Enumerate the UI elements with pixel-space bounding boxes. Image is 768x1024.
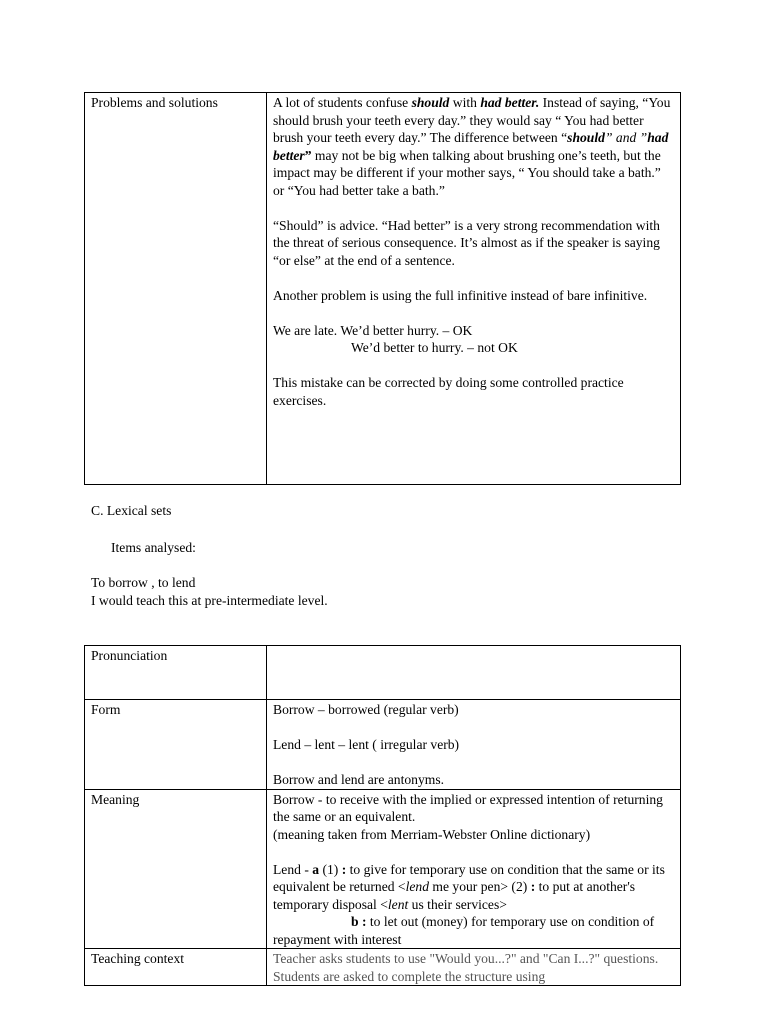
meaning-row: [85, 789, 681, 949]
form-line-2: Lend – lent – lent ( irregular verb): [273, 737, 460, 752]
text-run: to put at another's temporary disposal <: [273, 879, 636, 912]
text-run: Instead of saying, “You should brush your teeth every day.” they would say “ You had better brush your teeth every day.” The difference between “: [273, 95, 671, 145]
form-line-1: Borrow – borrowed (regular verb): [273, 702, 459, 717]
text-run: ”: [304, 147, 312, 163]
items-analysed-label: Items analysed:: [111, 540, 196, 555]
form-row: [85, 700, 681, 790]
colon-marker: :: [530, 879, 536, 894]
pronunciation-content-cell: [267, 646, 681, 700]
problems-label-cell: [85, 93, 267, 485]
meaning-label: Meaning: [91, 791, 140, 807]
emphasis-should: should: [411, 95, 450, 110]
text-run: ” and ”: [604, 130, 648, 145]
problems-paragraph-3: Another problem is using the full infinitive instead of bare infinitive.: [273, 287, 648, 303]
teaching-context-text: Teacher asks students to use "Would you...?" and "Can I...?" questions. Students are asked to complete the structure using: [273, 951, 659, 984]
problems-solutions-table: [84, 92, 681, 485]
form-content-cell: [267, 700, 681, 790]
problems-solutions-row: [85, 93, 681, 485]
teaching-context-content-cell: [267, 949, 681, 986]
pronunciation-label-cell: [85, 646, 267, 700]
definition-source: (meaning taken from Merriam-Webster Online dictionary): [273, 826, 591, 842]
borrow-definition: Borrow - to receive with the implied or expressed intention of returning the same or an equivalent.: [273, 791, 663, 824]
lend-definition-b: [273, 913, 674, 948]
example-word: lend: [405, 879, 430, 894]
meaning-label-cell: [85, 789, 267, 949]
text-run: (1): [319, 861, 342, 877]
problems-content-cell: [267, 93, 681, 485]
form-label: Form: [91, 702, 121, 717]
text-run: to let out (money) for temporary use on condition of repayment with interest: [273, 914, 655, 947]
text-run: A lot of students confuse: [273, 95, 412, 110]
teaching-context-label-cell: [85, 949, 267, 986]
text-run: may not be big when talking about brushing one’s teeth, but the impact may be different if your mother says, “ You should take a bath.” or “You had better take a bath.”: [273, 147, 661, 198]
level-statement: I would teach this at pre-intermediate level.: [91, 593, 328, 608]
example-not-ok: We’d better to hurry. – not OK: [351, 340, 518, 355]
emphasis-had-better: had better: [273, 130, 669, 163]
pronunciation-row: [85, 646, 681, 700]
form-label-cell: [85, 700, 267, 790]
text-run: with: [449, 95, 481, 110]
items-list: To borrow , to lend: [91, 575, 196, 590]
teaching-context-row: [85, 949, 681, 986]
text-run: me your pen> (2): [429, 879, 531, 894]
problems-label: Problems and solutions: [91, 95, 218, 110]
text-run: to give for temporary use on condition that the same or its equivalent be returned <: [273, 861, 665, 894]
example-ok: We are late. We’d better hurry. – OK: [273, 322, 473, 338]
pronunciation-label: Pronunciation: [91, 648, 168, 663]
section-heading: C. Lexical sets: [91, 503, 172, 518]
sense-marker: a: [312, 861, 320, 877]
form-line-3: Borrow and lend are antonyms.: [273, 772, 445, 787]
problems-paragraph-1: [273, 94, 674, 199]
text-run: us their services>: [408, 896, 507, 912]
teaching-context-label: Teaching context: [91, 951, 185, 966]
problems-paragraph-4: This mistake can be corrected by doing some controlled practice exercises.: [273, 375, 624, 408]
meaning-content-cell: [267, 789, 681, 949]
text-run: Lend -: [273, 861, 313, 877]
example-word: lent: [387, 896, 409, 912]
problems-paragraph-2: “Should” is advice. “Had better” is a very strong recommendation with the threat of serious consequence. It’s almost as if the speaker is saying “or else” at the end of a sentence.: [273, 217, 660, 268]
lend-definition-a: [273, 861, 674, 914]
sense-marker: b :: [351, 914, 367, 929]
emphasis-should: should: [567, 130, 605, 145]
lexical-analysis-table: [84, 645, 681, 986]
emphasis-had-better: had better.: [480, 95, 540, 110]
colon-marker: :: [341, 861, 347, 877]
